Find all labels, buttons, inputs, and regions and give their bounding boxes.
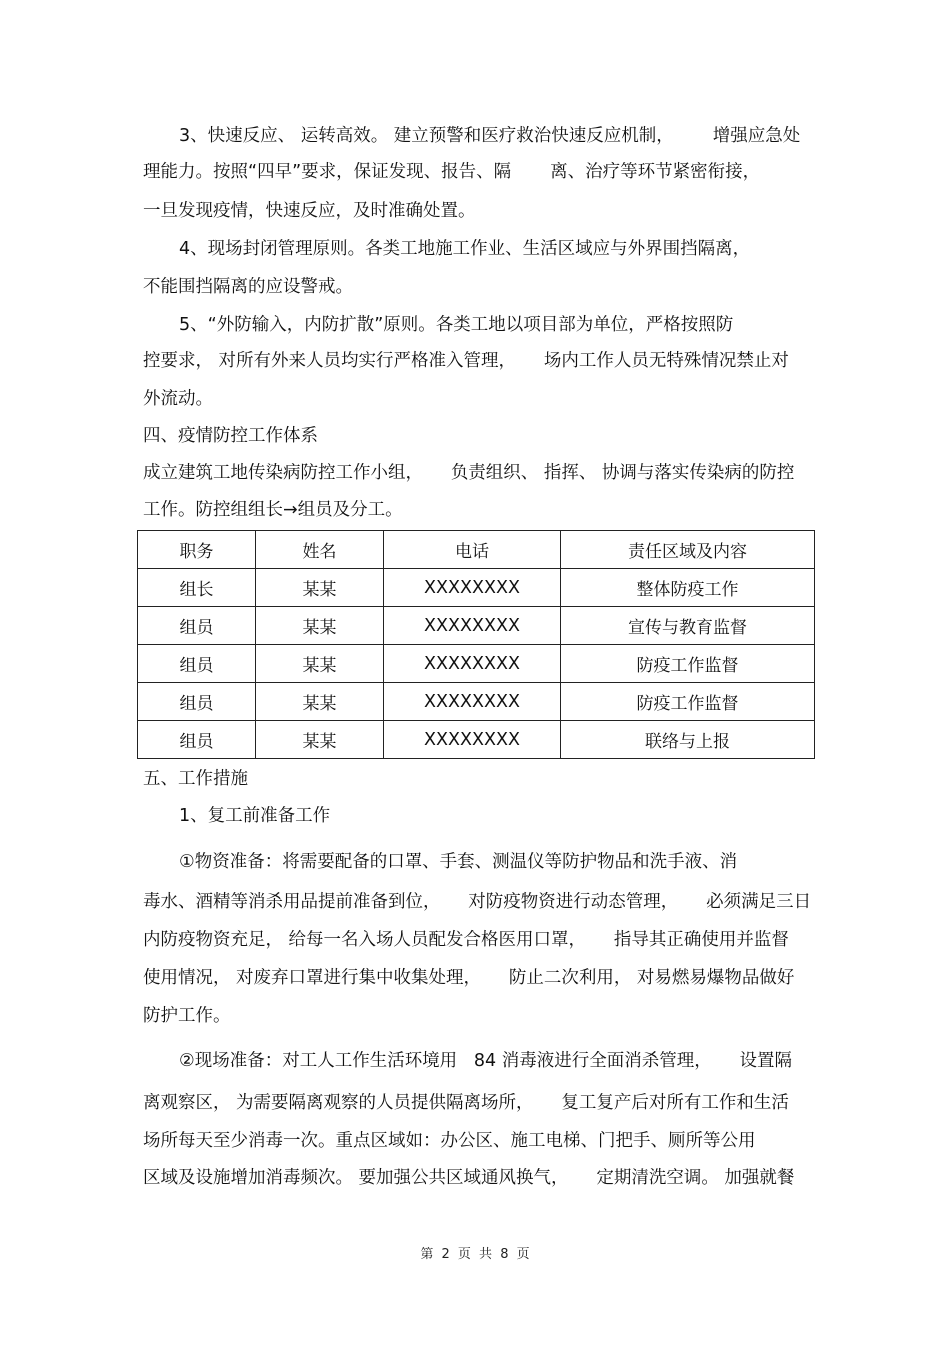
cell-phone: XXXXXXXX: [384, 721, 561, 759]
paragraph-line: 外流动。: [143, 389, 213, 409]
cell-duty: 防疫工作监督: [561, 683, 815, 721]
cell-phone: XXXXXXXX: [384, 645, 561, 683]
paragraph-line: 防护工作。: [143, 1006, 231, 1026]
table-row: [138, 645, 815, 683]
paragraph-line: 一旦发现疫情，快速反应，及时准确处置。: [143, 201, 476, 221]
paragraph-line: 工作。防控组组长→组员及分工。: [143, 500, 403, 520]
header-cell-duty: 责任区域及内容: [561, 531, 815, 569]
paragraph-line: 毒水、酒精等消杀用品提前准备到位， 对防疫物资进行动态管理， 必须满足三日: [143, 892, 812, 912]
header-cell-role: 职务: [138, 531, 256, 569]
paragraph-line: 内防疫物资充足， 给每一名入场人员配发合格医用口罩， 指导其正确使用并监督: [143, 930, 789, 950]
table-header-row: [138, 531, 815, 569]
cell-phone: XXXXXXXX: [384, 607, 561, 645]
cell-name: 某某: [256, 645, 384, 683]
cell-name: 某某: [256, 607, 384, 645]
paragraph-line: 不能围挡隔离的应设警戒。: [143, 277, 353, 297]
table-row: [138, 721, 815, 759]
staff-table: [137, 530, 815, 759]
section-heading: 五、工作措施: [143, 769, 248, 789]
paragraph-line: 离观察区， 为需要隔离观察的人员提供隔离场所， 复工复产后对所有工作和生活: [143, 1093, 789, 1113]
table-row: [138, 607, 815, 645]
cell-phone: XXXXXXXX: [384, 569, 561, 607]
cell-role: 组员: [138, 683, 256, 721]
page-footer: 第 2 页 共 8 页: [420, 1247, 530, 1262]
cell-duty: 联络与上报: [561, 721, 815, 759]
table-row: [138, 683, 815, 721]
section-heading: 四、疫情防控工作体系: [143, 426, 318, 446]
cell-role: 组员: [138, 645, 256, 683]
paragraph-line: ②现场准备：对工人工作生活环境用 84 消毒液进行全面消杀管理， 设置隔: [179, 1051, 793, 1071]
cell-role: 组长: [138, 569, 256, 607]
table-row: [138, 569, 815, 607]
cell-duty: 整体防疫工作: [561, 569, 815, 607]
paragraph-line: 成立建筑工地传染病防控工作小组， 负责组织、 指挥、 协调与落实传染病的防控: [143, 463, 795, 483]
paragraph-line: 区域及设施增加消毒频次。 要加强公共区域通风换气， 定期清洗空调。 加强就餐: [143, 1168, 795, 1188]
paragraph-line: 使用情况， 对废弃口罩进行集中收集处理， 防止二次利用， 对易燃易爆物品做好: [143, 968, 795, 988]
cell-duty: 防疫工作监督: [561, 645, 815, 683]
cell-role: 组员: [138, 607, 256, 645]
paragraph-line: 4、现场封闭管理原则。各类工地施工作业、生活区域应与外界围挡隔离，: [179, 239, 751, 259]
cell-role: 组员: [138, 721, 256, 759]
header-cell-name: 姓名: [256, 531, 384, 569]
cell-name: 某某: [256, 721, 384, 759]
cell-name: 某某: [256, 683, 384, 721]
paragraph-line: 控要求， 对所有外来人员均实行严格准入管理， 场内工作人员无特殊情况禁止对: [143, 351, 789, 371]
paragraph-line: 理能力。按照“四早”要求，保证发现、报告、隔 离、治疗等环节紧密衔接，: [143, 162, 761, 182]
subsection-heading: 1、复工前准备工作: [179, 806, 331, 826]
cell-phone: XXXXXXXX: [384, 683, 561, 721]
cell-name: 某某: [256, 569, 384, 607]
cell-duty: 宣传与教育监督: [561, 607, 815, 645]
header-cell-phone: 电话: [384, 531, 561, 569]
paragraph-line: 3、快速反应、 运转高效。 建立预警和医疗救治快速反应机制， 增强应急处: [179, 126, 801, 146]
paragraph-line: ①物资准备：将需要配备的口罩、手套、测温仪等防护物品和洗手液、消: [179, 852, 738, 872]
paragraph-line: 场所每天至少消毒一次。重点区域如：办公区、施工电梯、门把手、厕所等公用: [143, 1131, 756, 1151]
paragraph-line: 5、“外防输入，内防扩散”原则。各类工地以项目部为单位，严格按照防: [179, 315, 734, 335]
